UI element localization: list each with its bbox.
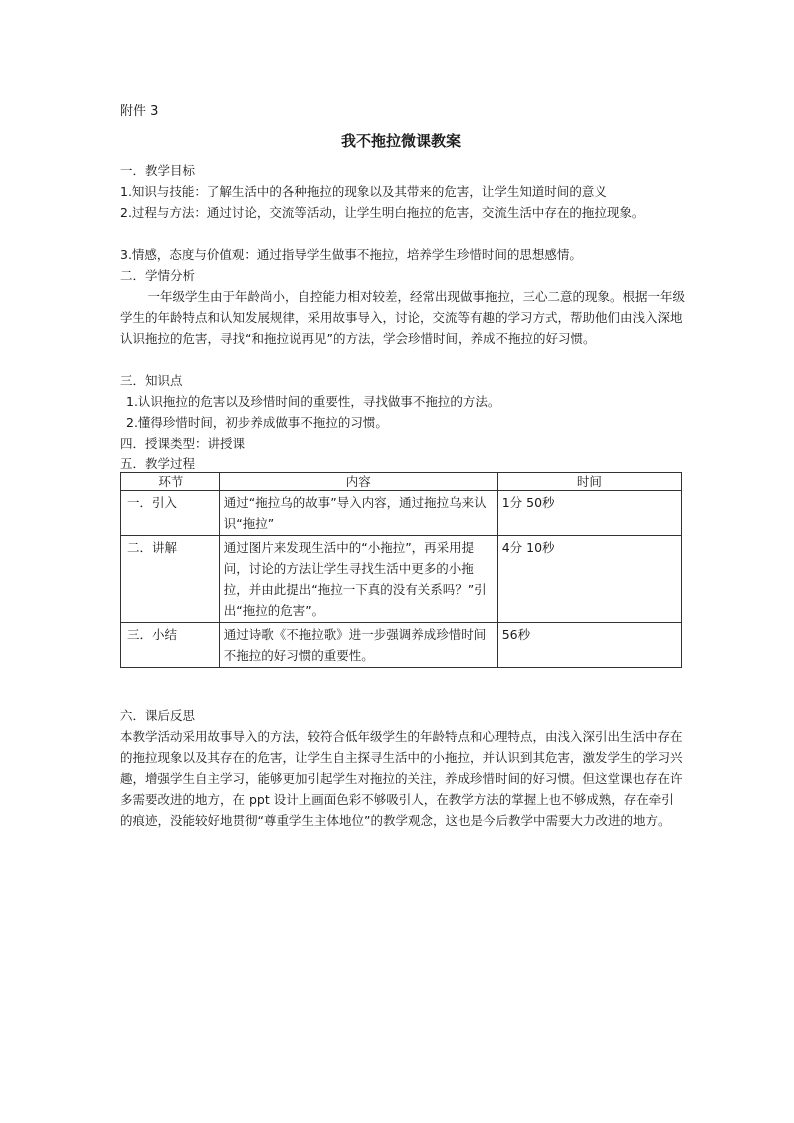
column-header-time: 时间: [497, 473, 681, 491]
table-row: [121, 491, 682, 536]
process-table: [120, 472, 682, 668]
section-heading-goals: 一．教学目标: [120, 163, 196, 178]
section-heading-type: 四．授课类型：讲授课: [120, 436, 246, 451]
knowledge-item: 2.懂得珍惜时间，初步养成做事不拖拉的习惯。: [126, 415, 388, 430]
section-heading-process: 五．教学过程: [120, 456, 196, 471]
section-heading-knowledge: 三．知识点: [120, 373, 183, 388]
table-row: [121, 536, 682, 623]
goal-item: 2.过程与方法：通过讨论，交流等活动，让学生明白拖拉的危害，交流生活中存在的拖拉现象。: [120, 205, 645, 220]
analysis-paragraph: 一年级学生由于年龄尚小，自控能力相对较差，经常出现做事拖拉，三心二意的现象。根据一年级学生的年龄特点和认知发展规律，采用故事导入，讨论，交流等有趣的学习方式，帮助他们由浅入深地认识拖拉的危害，寻找“和拖拉说再见”的方法，学会珍惜时间，养成不拖拉的好习惯。: [120, 289, 686, 346]
cell-stage: 一．引入: [121, 491, 220, 536]
section-heading-analysis: 二．学情分析: [120, 268, 196, 283]
cell-time: 56秒: [497, 623, 681, 668]
column-header-stage: 环节: [121, 473, 220, 491]
knowledge-item: 1.认识拖拉的危害以及珍惜时间的重要性，寻找做事不拖拉的方法。: [126, 394, 501, 409]
reflection-paragraph: 本教学活动采用故事导入的方法，较符合低年级学生的年龄特点和心理特点，由浅入深引出生活中存在的拖拉现象以及其存在的危害，让学生自主探寻生活中的小拖拉，并认识到其危害，激发学生的学习兴趣，增强学生自主学习，能够更加引起学生对拖拉的关注，养成珍惜时间的好习惯。但这堂课也存在许多需要改进的地方，在 ppt 设计上画面色彩不够吸引人，在教学方法的掌握上也不够成熟，存在牵引的痕迹，没能较好地贯彻“尊重学生主体地位”的教学观念，这也是今后教学中需要大力改进的地方。: [120, 729, 683, 828]
cell-content: 通过图片来发现生活中的“小拖拉”，再采用提问，讨论的方法让学生寻找生活中更多的小拖拉，并由此提出“拖拉一下真的没有关系吗？”引出“拖拉的危害”。: [219, 536, 497, 623]
goal-item: 3.情感，态度与价值观：通过指导学生做事不拖拉，培养学生珍惜时间的思想感情。: [120, 247, 582, 262]
goal-item: 1.知识与技能：了解生活中的各种拖拉的现象以及其带来的危害，让学生知道时间的意义: [120, 184, 607, 199]
table-header-row: [121, 473, 682, 491]
table-row: [121, 623, 682, 668]
cell-stage: 三．小结: [121, 623, 220, 668]
section-heading-reflection: 六．课后反思: [120, 708, 196, 723]
cell-stage: 二．讲解: [121, 536, 220, 623]
column-header-content: 内容: [219, 473, 497, 491]
cell-content: 通过“拖拉乌的故事”导入内容，通过拖拉乌来认识“拖拉”: [219, 491, 497, 536]
document-title: 我不拖拉微课教案: [340, 132, 461, 150]
attachment-label: 附件 3: [120, 104, 159, 119]
cell-time: 1分 50秒: [497, 491, 681, 536]
cell-content: 通过诗歌《不拖拉歌》进一步强调养成珍惜时间不拖拉的好习惯的重要性。: [219, 623, 497, 668]
cell-time: 4分 10秒: [497, 536, 681, 623]
